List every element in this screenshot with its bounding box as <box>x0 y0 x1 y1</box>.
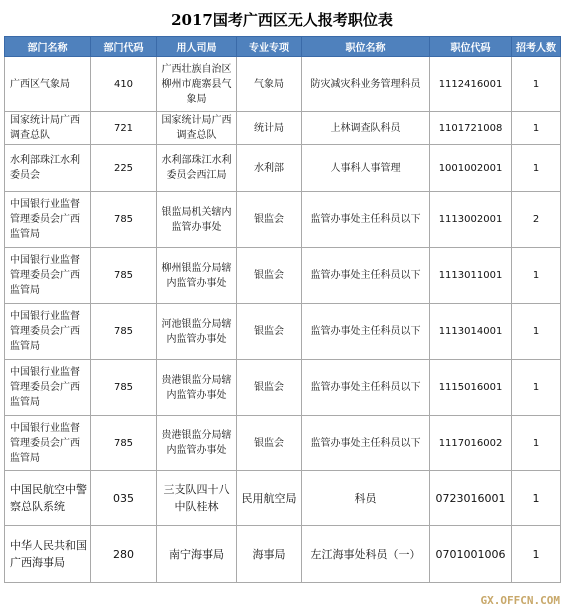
cell-position-code: 1101721008 <box>430 112 512 145</box>
cell-position-code: 1112416001 <box>430 57 512 112</box>
cell-dept-code: 785 <box>91 360 157 416</box>
cell-dept-name: 中国银行业监督管理委员会广西监管局 <box>5 304 91 360</box>
cell-dept-name: 中国银行业监督管理委员会广西监管局 <box>5 248 91 304</box>
page-title: 2017国考广西区无人报考职位表 <box>171 11 393 29</box>
cell-employer: 三支队四十八中队桂林 <box>157 471 237 526</box>
cell-employer: 水利部珠江水利委员会西江局 <box>157 145 237 192</box>
table-row <box>5 192 561 248</box>
header-dept-code: 部门代码 <box>91 37 157 57</box>
cell-dept-name: 中华人民共和国广西海事局 <box>5 526 91 583</box>
cell-quota: 1 <box>512 416 561 471</box>
cell-position-code: 1117016002 <box>430 416 512 471</box>
cell-dept-code: 721 <box>91 112 157 145</box>
cell-dept-code: 280 <box>91 526 157 583</box>
cell-employer: 广西壮族自治区柳州市鹿寨县气象局 <box>157 57 237 112</box>
cell-specialty: 统计局 <box>237 112 302 145</box>
table-row <box>5 360 561 416</box>
cell-quota: 1 <box>512 57 561 112</box>
cell-specialty: 银监会 <box>237 416 302 471</box>
cell-position-name: 科员 <box>302 471 430 526</box>
cell-specialty: 银监会 <box>237 304 302 360</box>
cell-quota: 2 <box>512 192 561 248</box>
cell-position-name: 监管办事处主任科员以下 <box>302 416 430 471</box>
header-employer: 用人司局 <box>157 37 237 57</box>
cell-specialty: 银监会 <box>237 360 302 416</box>
table-row <box>5 416 561 471</box>
cell-position-name: 监管办事处主任科员以下 <box>302 248 430 304</box>
cell-position-name: 防灾减灾科业务管理科员 <box>302 57 430 112</box>
cell-position-code: 1113011001 <box>430 248 512 304</box>
table-row <box>5 304 561 360</box>
cell-quota: 1 <box>512 248 561 304</box>
header-quota: 招考人数 <box>512 37 561 57</box>
positions-table <box>4 36 561 583</box>
cell-dept-name: 国家统计局广西调查总队 <box>5 112 91 145</box>
cell-quota: 1 <box>512 304 561 360</box>
cell-specialty: 气象局 <box>237 57 302 112</box>
cell-specialty: 银监会 <box>237 248 302 304</box>
header-position-name: 职位名称 <box>302 37 430 57</box>
cell-employer: 河池银监分局辖内监管办事处 <box>157 304 237 360</box>
cell-dept-code: 785 <box>91 192 157 248</box>
cell-dept-code: 225 <box>91 145 157 192</box>
cell-dept-code: 785 <box>91 416 157 471</box>
cell-dept-code: 035 <box>91 471 157 526</box>
cell-dept-name: 水利部珠江水利委员会 <box>5 145 91 192</box>
table-row <box>5 526 561 583</box>
cell-dept-code: 410 <box>91 57 157 112</box>
cell-position-name: 左江海事处科员（一） <box>302 526 430 583</box>
cell-dept-name: 中国银行业监督管理委员会广西监管局 <box>5 416 91 471</box>
cell-position-name: 上林调查队科员 <box>302 112 430 145</box>
table-row <box>5 248 561 304</box>
cell-position-name: 监管办事处主任科员以下 <box>302 304 430 360</box>
cell-specialty: 水利部 <box>237 145 302 192</box>
cell-specialty: 民用航空局 <box>237 471 302 526</box>
table-row <box>5 471 561 526</box>
cell-dept-name: 广西区气象局 <box>5 57 91 112</box>
cell-dept-code: 785 <box>91 248 157 304</box>
source-site-label: GX.OFFCN.COM <box>480 594 560 607</box>
cell-position-code: 1113014001 <box>430 304 512 360</box>
cell-quota: 1 <box>512 145 561 192</box>
cell-position-code: 1113002001 <box>430 192 512 248</box>
cell-employer: 贵港银监分局辖内监管办事处 <box>157 416 237 471</box>
header-dept-name: 部门名称 <box>5 37 91 57</box>
cell-position-name: 人事科人事管理 <box>302 145 430 192</box>
cell-position-code: 1001002001 <box>430 145 512 192</box>
table-header-row <box>5 37 561 57</box>
cell-position-name: 监管办事处主任科员以下 <box>302 360 430 416</box>
cell-quota: 1 <box>512 526 561 583</box>
cell-dept-name: 中国银行业监督管理委员会广西监管局 <box>5 192 91 248</box>
header-specialty: 专业专项 <box>237 37 302 57</box>
cell-dept-name: 中国民航空中警察总队系统 <box>5 471 91 526</box>
cell-position-name: 监管办事处主任科员以下 <box>302 192 430 248</box>
cell-specialty: 海事局 <box>237 526 302 583</box>
cell-employer: 银监局机关辖内监管办事处 <box>157 192 237 248</box>
cell-employer: 南宁海事局 <box>157 526 237 583</box>
cell-dept-name: 中国银行业监督管理委员会广西监管局 <box>5 360 91 416</box>
cell-quota: 1 <box>512 360 561 416</box>
cell-quota: 1 <box>512 471 561 526</box>
table-row <box>5 145 561 192</box>
cell-employer: 国家统计局广西调查总队 <box>157 112 237 145</box>
header-position-code: 职位代码 <box>430 37 512 57</box>
cell-position-code: 0723016001 <box>430 471 512 526</box>
table-row <box>5 112 561 145</box>
cell-employer: 柳州银监分局辖内监管办事处 <box>157 248 237 304</box>
cell-employer: 贵港银监分局辖内监管办事处 <box>157 360 237 416</box>
cell-specialty: 银监会 <box>237 192 302 248</box>
cell-position-code: 1115016001 <box>430 360 512 416</box>
cell-position-code: 0701001006 <box>430 526 512 583</box>
cell-quota: 1 <box>512 112 561 145</box>
table-row <box>5 57 561 112</box>
cell-dept-code: 785 <box>91 304 157 360</box>
